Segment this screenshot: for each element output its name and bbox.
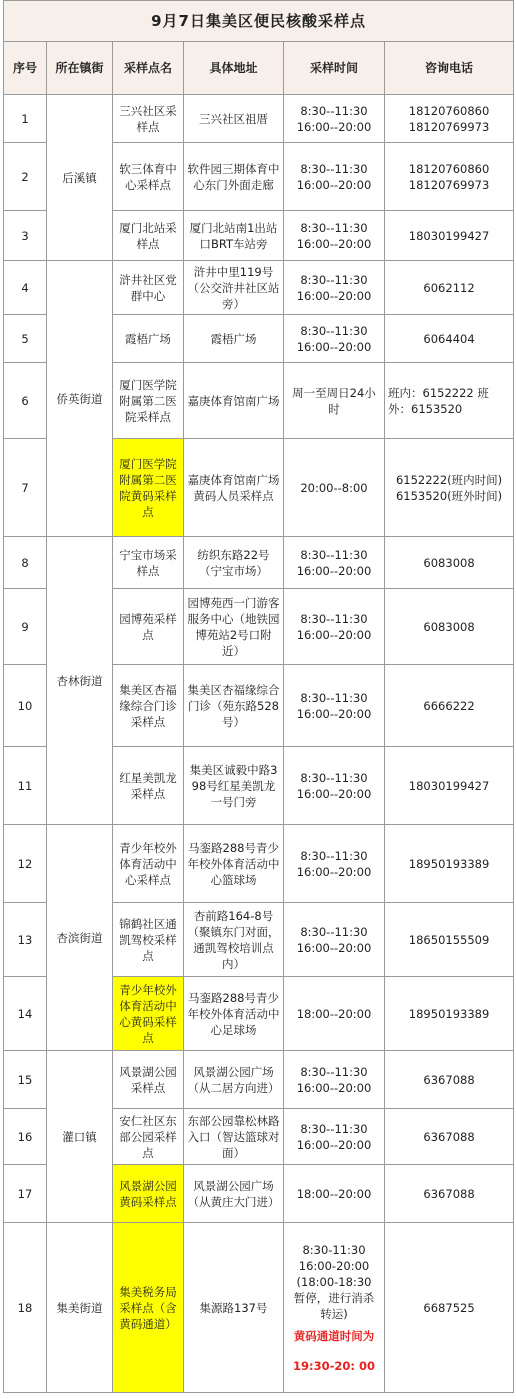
site-time [284,1165,385,1223]
phone-line: 班内：6152222 班外：6153520 [388,385,489,416]
site-name: 三兴社区采样点 [113,95,184,143]
town-cell: 杏林街道 [47,537,113,825]
time-line: 8:30--11:30 [300,1121,368,1136]
site-name-highlighted: 青少年校外体育活动中心黄码采样点 [113,977,184,1051]
town-cell: 杏滨街道 [47,825,113,1051]
site-time [284,1109,385,1165]
site-time [284,537,385,589]
time-line: 8:30--11:30 [300,690,368,705]
site-phone [385,261,514,315]
header-address: 具体地址 [184,42,284,95]
site-phone [385,665,514,747]
phone-line: 18950193389 [408,856,490,871]
site-phone [385,1109,514,1165]
row-number: 10 [4,665,47,747]
time-line: 16:00--20:00 [296,339,372,354]
row-number: 9 [4,589,47,665]
time-line: 8:30--11:30 [300,848,368,863]
town-cell: 灌口镇 [47,1051,113,1223]
time-line: 8:30--11:30 [300,161,368,176]
site-address: 集美区诚毅中路398号红星美凯龙一号门旁 [184,747,284,825]
site-address: 纺织东路22号（宁宝市场） [184,537,284,589]
site-address: 软件园三期体育中心东门外面走廊 [184,143,284,211]
site-name: 厦门北站采样点 [113,211,184,261]
phone-line: 6083008 [423,619,475,634]
site-address: 集源路137号 [184,1223,284,1393]
row-number: 7 [4,439,47,537]
header-time: 采样时间 [284,42,385,95]
row-number: 3 [4,211,47,261]
site-name: 风景湖公园采样点 [113,1051,184,1109]
site-time [284,903,385,977]
time-line: 暂停，进行消杀 [293,1290,375,1305]
time-line: 16:00--20:00 [296,177,372,192]
row-number: 8 [4,537,47,589]
header-phone: 咨询电话 [385,42,514,95]
time-line: 16:00--20:00 [296,563,372,578]
sampling-points-table [3,0,514,1393]
site-time [284,439,385,537]
site-phone [385,589,514,665]
site-name-highlighted: 风景湖公园黄码采样点 [113,1165,184,1223]
time-line: 8:30--11:30 [300,924,368,939]
phone-line: 6153520(班外时间) [395,488,503,503]
site-address: 园博苑西一门游客服务中心（地铁园博苑站2号口附近） [184,589,284,665]
site-name: 集美区杏福缘综合门诊采样点 [113,665,184,747]
row-number: 13 [4,903,47,977]
row-number: 11 [4,747,47,825]
site-address: 杏前路164-8号（聚镇东门对面，通凯驾校培训点内） [184,903,284,977]
phone-line: 18030199427 [408,778,490,793]
site-phone [385,439,514,537]
site-time [284,211,385,261]
site-name: 宁宝市场采样点 [113,537,184,589]
site-phone [385,1223,514,1393]
time-line: 16:00--20:00 [296,864,372,879]
site-time [284,143,385,211]
table-row [4,537,514,589]
table-row [4,825,514,903]
site-name: 园博苑采样点 [113,589,184,665]
table-header-row [4,42,514,95]
page-title: 9月7日集美区便民核酸采样点 [4,1,514,42]
row-number: 15 [4,1051,47,1109]
site-time [284,747,385,825]
phone-line: 18120769973 [408,177,490,192]
row-number: 6 [4,363,47,439]
site-name: 浒井社区党群中心 [113,261,184,315]
site-name-highlighted: 集美税务局采样点（含黄码通道） [113,1223,184,1393]
phone-line: 18650155509 [408,932,490,947]
time-line: 16:00--20:00 [296,236,372,251]
town-cell: 侨英街道 [47,261,113,537]
time-line: 16:00--20:00 [296,786,372,801]
header-site-name: 采样点名 [113,42,184,95]
site-time [284,315,385,363]
site-address: 风景湖公园广场（从黄庄大门进） [184,1165,284,1223]
site-time [284,589,385,665]
time-line: 转运) [320,1306,348,1321]
phone-line: 18950193389 [408,1006,490,1021]
row-number: 12 [4,825,47,903]
row-number: 16 [4,1109,47,1165]
site-address: 嘉庚体育馆南广场黄码人员采样点 [184,439,284,537]
site-time [284,665,385,747]
time-line: 18:00--20:00 [296,1186,372,1201]
site-phone [385,977,514,1051]
row-number: 1 [4,95,47,143]
phone-line: 6152222(班内时间) [395,472,503,487]
time-line: 8:30--11:30 [300,323,368,338]
phone-line: 6367088 [423,1072,475,1087]
phone-line: 6367088 [423,1186,475,1201]
header-town: 所在镇街 [47,42,113,95]
phone-line: 18120760860 [408,103,490,118]
site-name: 霞梧广场 [113,315,184,363]
phone-line: 6687525 [423,1300,475,1315]
site-address: 霞梧广场 [184,315,284,363]
site-phone [385,825,514,903]
time-line: (18:00-18:30 [296,1274,372,1289]
site-phone [385,903,514,977]
row-number: 5 [4,315,47,363]
site-phone [385,747,514,825]
header-no: 序号 [4,42,47,95]
row-number: 18 [4,1223,47,1393]
site-address: 浒井中里119号（公交浒井社区站旁） [184,261,284,315]
table-row [4,95,514,143]
site-name: 软三体育中心采样点 [113,143,184,211]
phone-line: 18030199427 [408,228,490,243]
site-time [284,1051,385,1109]
site-time [284,977,385,1051]
time-line: 16:00-20:00 [298,1258,370,1273]
time-line: 8:30-11:30 [302,1242,366,1257]
time-line: 16:00--20:00 [296,706,372,721]
table-row [4,1223,514,1393]
site-time [284,261,385,315]
phone-line: 6062112 [423,280,475,295]
site-address: 马銮路288号青少年校外体育活动中心足球场 [184,977,284,1051]
site-phone [385,143,514,211]
site-time [284,95,385,143]
site-name-highlighted: 厦门医学院附属第二医院黄码采样点 [113,439,184,537]
row-number: 17 [4,1165,47,1223]
time-line: 8:30--11:30 [300,220,368,235]
site-address: 马銮路288号青少年校外体育活动中心篮球场 [184,825,284,903]
site-address: 风景湖公园广场（从二居方向进） [184,1051,284,1109]
time-line: 18:00--20:00 [296,1006,372,1021]
time-line: 20:00--8:00 [300,480,368,495]
site-name: 厦门医学院附属第二医院采样点 [113,363,184,439]
row-number: 4 [4,261,47,315]
phone-line: 6083008 [423,555,475,570]
site-name: 锦鹤社区通凯驾校采样点 [113,903,184,977]
yellow-code-time-label: 黄码通道时间为 [293,1328,375,1343]
time-line: 16:00--20:00 [296,940,372,955]
time-line: 8:30--11:30 [300,547,368,562]
yellow-code-time-value: 19:30-20: 00 [293,1358,375,1373]
site-phone [385,315,514,363]
row-number: 14 [4,977,47,1051]
site-phone [385,95,514,143]
town-cell: 后溪镇 [47,95,113,261]
time-line: 16:00--20:00 [296,1080,372,1095]
site-phone [385,211,514,261]
table-row [4,261,514,315]
site-name: 安仁社区东部公园采样点 [113,1109,184,1165]
site-phone [385,1051,514,1109]
time-line: 8:30--11:30 [300,611,368,626]
site-time [284,825,385,903]
phone-line: 6666222 [423,698,475,713]
site-address: 厦门北站南1出站口BRT车站旁 [184,211,284,261]
time-line: 16:00--20:00 [296,119,372,134]
time-line: 16:00--20:00 [296,288,372,303]
site-address: 嘉庚体育馆南广场 [184,363,284,439]
time-line: 16:00--20:00 [296,1137,372,1152]
phone-line: 18120760860 [408,161,490,176]
site-time [284,1223,385,1393]
site-address: 集美区杏福缘综合门诊（苑东路528号） [184,665,284,747]
time-line: 8:30--11:30 [300,1064,368,1079]
time-line: 8:30--11:30 [300,103,368,118]
site-address: 三兴社区祖厝 [184,95,284,143]
table-row [4,1051,514,1109]
site-name: 青少年校外体育活动中心采样点 [113,825,184,903]
phone-line: 6064404 [423,331,475,346]
time-line: 周一至周日24小时 [292,385,376,416]
time-line: 16:00--20:00 [296,627,372,642]
time-line: 8:30--11:30 [300,770,368,785]
site-phone [385,1165,514,1223]
site-name: 红星美凯龙采样点 [113,747,184,825]
town-cell: 集美街道 [47,1223,113,1393]
time-line: 8:30--11:30 [300,272,368,287]
phone-line: 6367088 [423,1129,475,1144]
row-number: 2 [4,143,47,211]
site-address: 东部公园靠松林路入口（智达篮球对面） [184,1109,284,1165]
site-time [284,363,385,439]
site-phone [385,363,514,439]
site-phone [385,537,514,589]
phone-line: 18120769973 [408,119,490,134]
